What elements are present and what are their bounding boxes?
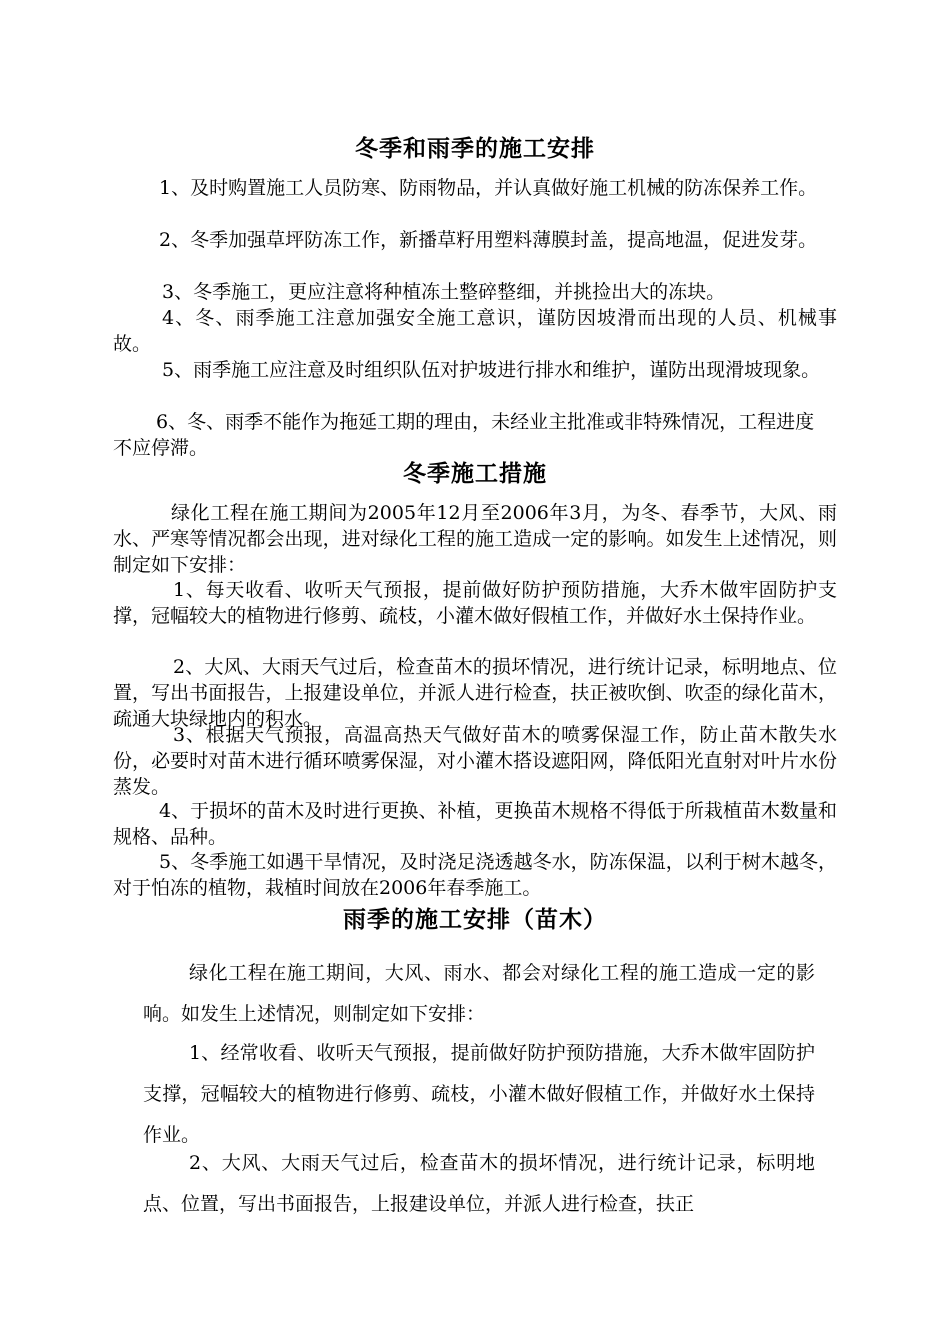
section-title-winter-rainy: 冬季和雨季的施工安排 <box>355 135 595 162</box>
paragraph: 2、冬季加强草坪防冻工作，新播草籽用塑料薄膜封盖，提高地温，促进发芽。 <box>159 229 818 251</box>
paragraph: 4、于损坏的苗木及时进行更换、补植，更换苗木规格不得低于所栽植苗木数量和规格、品种。 <box>113 800 837 848</box>
paragraph: 绿化工程在施工期间，大风、雨水、都会对绿化工程的施工造成一定的影响。如发生上述情况，则制定如下安排： <box>143 962 815 1025</box>
paragraph: 6、冬、雨季不能作为拖延工期的理由，未经业主批准或非特殊情况，工程进度不应停滞。 <box>113 411 815 459</box>
paragraph: 2、大风、大雨天气过后，检查苗木的损坏情况，进行统计记录，标明地点、位置，写出书面报告，上报建设单位，并派人进行检查，扶正 <box>143 1152 815 1215</box>
paragraph: 3、冬季施工，更应注意将种植冻土整碎整细，并挑捡出大的冻块。 <box>162 281 726 303</box>
paragraph: 5、雨季施工应注意及时组织队伍对护坡进行排水和维护，谨防出现滑坡现象。 <box>162 359 821 381</box>
paragraph: 4、冬、雨季施工注意加强安全施工意识，谨防因坡滑而出现的人员、机械事故。 <box>113 307 837 355</box>
paragraph: 1、每天收看、收听天气预报，提前做好防护预防措施，大乔木做牢固防护支撑，冠幅较大的植物进行修剪、疏枝，小灌木做好假植工作，并做好水土保持作业。 <box>113 579 837 627</box>
section-title-winter-measures: 冬季施工措施 <box>403 460 547 487</box>
paragraph: 1、及时购置施工人员防寒、防雨物品，并认真做好施工机械的防冻保养工作。 <box>159 177 818 199</box>
section-title-rainy-seedlings: 雨季的施工安排（苗木） <box>343 906 607 933</box>
paragraph: 绿化工程在施工期间为2005年12月至2006年3月，为冬、春季节，大风、雨水、严寒等情况都会出现，进对绿化工程的施工造成一定的影响。如发生上述情况，则制定如下安排： <box>113 502 837 576</box>
paragraph: 1、经常收看、收听天气预报，提前做好防护预防措施，大乔木做牢固防护支撑，冠幅较大的植物进行修剪、疏枝，小灌木做好假植工作，并做好水土保持作业。 <box>143 1042 815 1146</box>
paragraph: 2、大风、大雨天气过后，检查苗木的损坏情况，进行统计记录，标明地点、位置，写出书面报告，上报建设单位，并派人进行检查，扶正被吹倒、吹歪的绿化苗木，疏通大块绿地内的积水。 <box>113 656 837 730</box>
paragraph: 3、根据天气预报，高温高热天气做好苗木的喷雾保湿工作，防止苗木散失水份，必要时对苗木进行循环喷雾保湿，对小灌木搭设遮阳网，降低阳光直射对叶片水份蒸发。 <box>113 724 837 798</box>
paragraph: 5、冬季施工如遇干旱情况，及时浇足浇透越冬水，防冻保温，以利于树木越冬，对于怕冻的植物，栽植时间放在2006年春季施工。 <box>113 851 837 899</box>
